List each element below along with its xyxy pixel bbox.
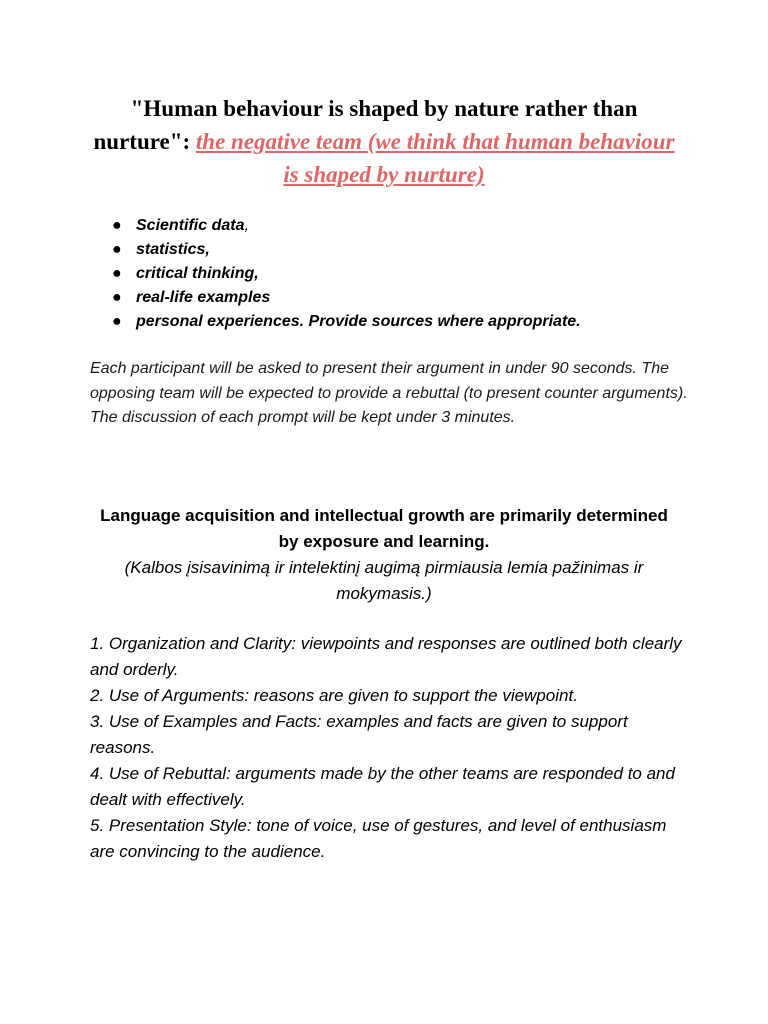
bullet-icon: ●: [112, 217, 122, 234]
list-item: [108, 238, 581, 262]
bullet-text: Scientific data: [136, 217, 245, 234]
list-item: [108, 214, 581, 238]
bullet-text: statistics,: [136, 241, 210, 258]
bullet-text: critical thinking,: [136, 265, 259, 282]
criteria-list: [90, 631, 690, 865]
bullet-icon: ●: [112, 241, 122, 258]
bullet-icon: ●: [112, 289, 122, 306]
criterion-item: 2. Use of Arguments: reasons are given to support the viewpoint.: [90, 686, 578, 705]
evidence-bullet-list: [108, 214, 581, 334]
heading-text: "Human behaviour is shaped by nature rather than nurture":: [93, 96, 638, 154]
list-item: [108, 286, 581, 310]
topic-title: Language acquisition and intellectual growth are primarily determined by exposure and learning.: [100, 506, 668, 551]
criterion-item: 3. Use of Examples and Facts: examples and facts are given to support reasons.: [90, 712, 628, 757]
list-item: [108, 310, 581, 334]
bullet-tail: ,: [244, 217, 249, 234]
negative-team-link[interactable]: the negative team (we think that human behaviour is shaped by nurture): [195, 129, 675, 187]
bullet-icon: ●: [112, 265, 122, 282]
bullet-icon: ●: [112, 313, 122, 330]
bullet-text: real-life examples: [136, 289, 271, 306]
criterion-item: 4. Use of Rebuttal: arguments made by the other teams are responded to and dealt with effectively.: [90, 764, 675, 809]
debate-topic: [90, 503, 678, 607]
page-title: [90, 92, 678, 191]
topic-subtitle: (Kalbos įsisavinimą ir intelektinį augimą pirmiausia lemia pažinimas ir mokymasis.): [124, 558, 644, 603]
list-item: [108, 262, 581, 286]
criterion-item: 5. Presentation Style: tone of voice, use of gestures, and level of enthusiasm are convincing to the audience.: [90, 816, 667, 861]
bullet-text: personal experiences. Provide sources where appropriate.: [136, 313, 581, 330]
rules-paragraph: Each participant will be asked to present their argument in under 90 seconds. The opposing team will be expected to provide a rebuttal (to present counter arguments). The discussion of each prompt will be kept under 3 minutes.: [90, 360, 688, 426]
criterion-item: 1. Organization and Clarity: viewpoints and responses are outlined both clearly and orderly.: [90, 634, 682, 679]
